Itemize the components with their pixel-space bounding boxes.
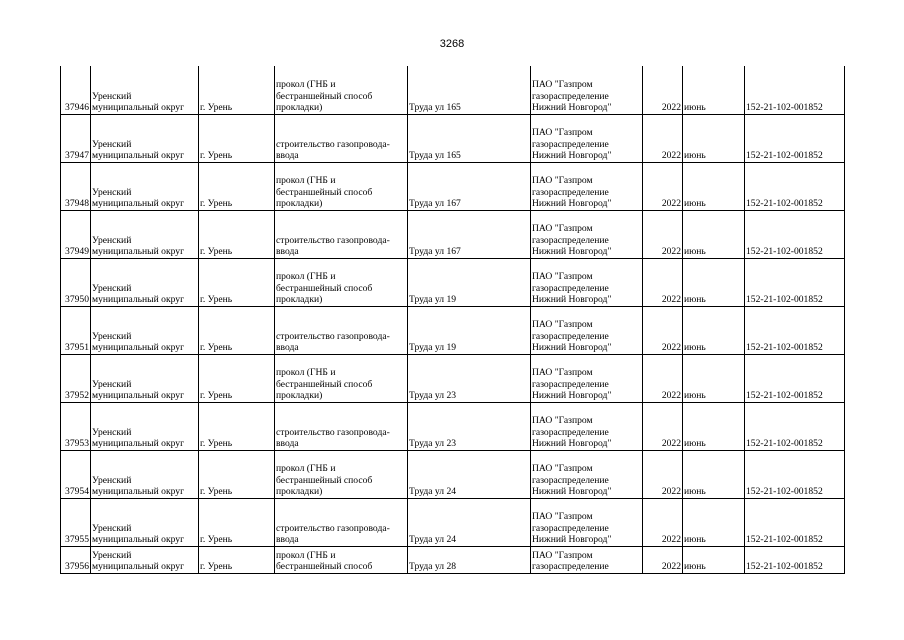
- cell-line: ввода: [276, 150, 299, 161]
- month-cell: июнь: [683, 66, 745, 114]
- code-cell: 152-21-102-001852: [745, 498, 845, 546]
- address-cell: Труда ул 28: [408, 546, 531, 573]
- cell-line: бестраншейный способ: [276, 282, 373, 294]
- cell-line: газораспределение: [532, 186, 609, 198]
- row-number-cell: 37953: [61, 402, 91, 450]
- cell-line: бестраншейный способ: [276, 474, 373, 486]
- year-cell: 2022: [643, 450, 683, 498]
- cell-line: ПАО "Газпром: [532, 549, 593, 561]
- cell-line: Уренский: [92, 426, 132, 438]
- organization-cell: [531, 450, 643, 498]
- town-cell: г. Урень: [199, 258, 275, 306]
- cell-line: ввода: [276, 438, 299, 449]
- row-number-cell: 37948: [61, 162, 91, 210]
- cell-line: прокладки): [276, 486, 323, 497]
- cell-line: Уренский: [92, 474, 132, 486]
- cell-line: газораспределение: [532, 522, 609, 534]
- month-cell: июнь: [683, 546, 745, 573]
- work-type-cell: [275, 114, 408, 162]
- year-cell: 2022: [643, 498, 683, 546]
- organization-cell: [531, 402, 643, 450]
- work-type-cell: [275, 546, 408, 573]
- cell-line: строительство газопровода-: [276, 234, 390, 246]
- town-cell: г. Урень: [199, 546, 275, 573]
- organization-cell: [531, 354, 643, 402]
- cell-line: прокол (ГНБ и: [276, 271, 336, 282]
- town-cell: г. Урень: [199, 402, 275, 450]
- cell-line: ПАО "Газпром: [532, 127, 593, 138]
- address-cell: Труда ул 165: [408, 66, 531, 114]
- district-cell: [91, 450, 199, 498]
- row-number-cell: 37952: [61, 354, 91, 402]
- table-body: [61, 66, 845, 573]
- cell-line: Нижний Новгород": [532, 390, 612, 401]
- row-number-cell: 37949: [61, 210, 91, 258]
- cell-line: прокол (ГНБ и: [276, 463, 336, 474]
- cell-line: газораспределение: [532, 90, 609, 102]
- district-cell: [91, 162, 199, 210]
- work-type-cell: [275, 450, 408, 498]
- work-type-cell: [275, 162, 408, 210]
- cell-line: строительство газопровода-: [276, 426, 390, 438]
- cell-line: газораспределение: [532, 378, 609, 390]
- organization-cell: [531, 306, 643, 354]
- cell-line: ввода: [276, 534, 299, 545]
- cell-line: Нижний Новгород": [532, 438, 612, 449]
- cell-line: строительство газопровода-: [276, 522, 390, 534]
- month-cell: июнь: [683, 258, 745, 306]
- cell-line: газораспределение: [532, 474, 609, 486]
- row-number-cell: 37950: [61, 258, 91, 306]
- town-cell: г. Урень: [199, 306, 275, 354]
- organization-cell: [531, 498, 643, 546]
- cell-line: муниципальный округ: [92, 198, 185, 209]
- town-cell: г. Урень: [199, 162, 275, 210]
- month-cell: июнь: [683, 354, 745, 402]
- address-cell: Труда ул 165: [408, 114, 531, 162]
- district-cell: [91, 210, 199, 258]
- address-cell: Труда ул 19: [408, 306, 531, 354]
- cell-line: газораспределение: [532, 282, 609, 294]
- cell-line: Нижний Новгород": [532, 294, 612, 305]
- cell-line: ПАО "Газпром: [532, 319, 593, 330]
- month-cell: июнь: [683, 306, 745, 354]
- row-number-cell: 37946: [61, 66, 91, 114]
- cell-line: газораспределение: [532, 138, 609, 150]
- town-cell: г. Урень: [199, 66, 275, 114]
- table-row: [61, 306, 845, 354]
- cell-line: муниципальный округ: [92, 294, 185, 305]
- year-cell: 2022: [643, 114, 683, 162]
- district-cell: [91, 354, 199, 402]
- month-cell: июнь: [683, 498, 745, 546]
- cell-line: ПАО "Газпром: [532, 463, 593, 474]
- cell-line: Нижний Новгород": [532, 198, 612, 209]
- cell-line: муниципальный округ: [92, 486, 185, 497]
- row-number-cell: 37951: [61, 306, 91, 354]
- page-number: 3268: [439, 38, 465, 50]
- code-cell: 152-21-102-001852: [745, 402, 845, 450]
- town-cell: г. Урень: [199, 498, 275, 546]
- address-cell: Труда ул 167: [408, 162, 531, 210]
- cell-line: ПАО "Газпром: [532, 415, 593, 426]
- year-cell: 2022: [643, 210, 683, 258]
- code-cell: 152-21-102-001852: [745, 258, 845, 306]
- work-type-cell: [275, 402, 408, 450]
- cell-line: муниципальный округ: [92, 561, 185, 572]
- town-cell: г. Урень: [199, 354, 275, 402]
- cell-line: Уренский: [92, 522, 132, 534]
- cell-line: Уренский: [92, 138, 132, 150]
- cell-line: ввода: [276, 342, 299, 353]
- cell-line: Нижний Новгород": [532, 102, 612, 113]
- table-row: [61, 66, 845, 114]
- code-cell: 152-21-102-001852: [745, 306, 845, 354]
- cell-line: бестраншейный способ: [276, 186, 373, 198]
- cell-line: ПАО "Газпром: [532, 79, 593, 90]
- code-cell: 152-21-102-001852: [745, 210, 845, 258]
- cell-line: Нижний Новгород": [532, 534, 612, 545]
- cell-line: Уренский: [92, 330, 132, 342]
- code-cell: 152-21-102-001852: [745, 546, 845, 573]
- cell-line: прокладки): [276, 390, 323, 401]
- organization-cell: [531, 162, 643, 210]
- organization-cell: [531, 66, 643, 114]
- organization-cell: [531, 114, 643, 162]
- table-row: [61, 210, 845, 258]
- cell-line: ПАО "Газпром: [532, 223, 593, 234]
- cell-line: муниципальный округ: [92, 438, 185, 449]
- row-number-cell: 37955: [61, 498, 91, 546]
- cell-line: прокладки): [276, 102, 323, 113]
- cell-line: прокол (ГНБ и: [276, 367, 336, 378]
- cell-line: газораспределение: [532, 561, 609, 572]
- address-cell: Труда ул 24: [408, 498, 531, 546]
- address-cell: Труда ул 23: [408, 354, 531, 402]
- cell-line: Нижний Новгород": [532, 150, 612, 161]
- cell-line: муниципальный округ: [92, 246, 185, 257]
- address-cell: Труда ул 167: [408, 210, 531, 258]
- district-cell: [91, 498, 199, 546]
- cell-line: муниципальный округ: [92, 102, 185, 113]
- code-cell: 152-21-102-001852: [745, 162, 845, 210]
- cell-line: ПАО "Газпром: [532, 367, 593, 378]
- work-type-cell: [275, 66, 408, 114]
- cell-line: ПАО "Газпром: [532, 511, 593, 522]
- work-type-cell: [275, 498, 408, 546]
- cell-line: газораспределение: [532, 426, 609, 438]
- district-cell: [91, 114, 199, 162]
- cell-line: Уренский: [92, 378, 132, 390]
- year-cell: 2022: [643, 546, 683, 573]
- address-cell: Труда ул 19: [408, 258, 531, 306]
- year-cell: 2022: [643, 354, 683, 402]
- row-number-cell: 37947: [61, 114, 91, 162]
- cell-line: ввода: [276, 246, 299, 257]
- row-number-cell: 37954: [61, 450, 91, 498]
- district-cell: [91, 402, 199, 450]
- cell-line: бестраншейный способ: [276, 561, 373, 572]
- address-cell: Труда ул 24: [408, 450, 531, 498]
- cell-line: муниципальный округ: [92, 534, 185, 545]
- district-cell: [91, 66, 199, 114]
- cell-line: газораспределение: [532, 234, 609, 246]
- work-type-cell: [275, 258, 408, 306]
- year-cell: 2022: [643, 306, 683, 354]
- cell-line: ПАО "Газпром: [532, 271, 593, 282]
- table-row: [61, 546, 845, 573]
- month-cell: июнь: [683, 162, 745, 210]
- table-row: [61, 402, 845, 450]
- cell-line: муниципальный округ: [92, 342, 185, 353]
- cell-line: бестраншейный способ: [276, 378, 373, 390]
- cell-line: муниципальный округ: [92, 390, 185, 401]
- cell-line: Уренский: [92, 234, 132, 246]
- row-number-cell: 37956: [61, 546, 91, 573]
- cell-line: бестраншейный способ: [276, 90, 373, 102]
- cell-line: прокладки): [276, 198, 323, 209]
- code-cell: 152-21-102-001852: [745, 114, 845, 162]
- cell-line: Нижний Новгород": [532, 246, 612, 257]
- cell-line: газораспределение: [532, 330, 609, 342]
- month-cell: июнь: [683, 210, 745, 258]
- work-type-cell: [275, 306, 408, 354]
- work-type-cell: [275, 354, 408, 402]
- town-cell: г. Урень: [199, 450, 275, 498]
- cell-line: Уренский: [92, 549, 132, 561]
- table-row: [61, 114, 845, 162]
- organization-cell: [531, 546, 643, 573]
- code-cell: 152-21-102-001852: [745, 354, 845, 402]
- register-table: [60, 66, 845, 574]
- cell-line: прокол (ГНБ и: [276, 79, 336, 90]
- address-cell: Труда ул 23: [408, 402, 531, 450]
- town-cell: г. Урень: [199, 114, 275, 162]
- cell-line: прокладки): [276, 294, 323, 305]
- organization-cell: [531, 210, 643, 258]
- table-row: [61, 258, 845, 306]
- district-cell: [91, 258, 199, 306]
- cell-line: Уренский: [92, 282, 132, 294]
- cell-line: строительство газопровода-: [276, 138, 390, 150]
- cell-line: Нижний Новгород": [532, 342, 612, 353]
- table-row: [61, 498, 845, 546]
- year-cell: 2022: [643, 66, 683, 114]
- work-type-cell: [275, 210, 408, 258]
- organization-cell: [531, 258, 643, 306]
- cell-line: муниципальный округ: [92, 150, 185, 161]
- cell-line: Уренский: [92, 186, 132, 198]
- cell-line: прокол (ГНБ и: [276, 175, 336, 186]
- table-row: [61, 450, 845, 498]
- month-cell: июнь: [683, 114, 745, 162]
- cell-line: ПАО "Газпром: [532, 175, 593, 186]
- table-row: [61, 162, 845, 210]
- year-cell: 2022: [643, 162, 683, 210]
- year-cell: 2022: [643, 258, 683, 306]
- district-cell: [91, 546, 199, 573]
- code-cell: 152-21-102-001852: [745, 450, 845, 498]
- cell-line: Нижний Новгород": [532, 486, 612, 497]
- district-cell: [91, 306, 199, 354]
- town-cell: г. Урень: [199, 210, 275, 258]
- month-cell: июнь: [683, 450, 745, 498]
- month-cell: июнь: [683, 402, 745, 450]
- code-cell: 152-21-102-001852: [745, 66, 845, 114]
- cell-line: прокол (ГНБ и: [276, 549, 336, 561]
- year-cell: 2022: [643, 402, 683, 450]
- cell-line: Уренский: [92, 90, 132, 102]
- table-row: [61, 354, 845, 402]
- cell-line: строительство газопровода-: [276, 330, 390, 342]
